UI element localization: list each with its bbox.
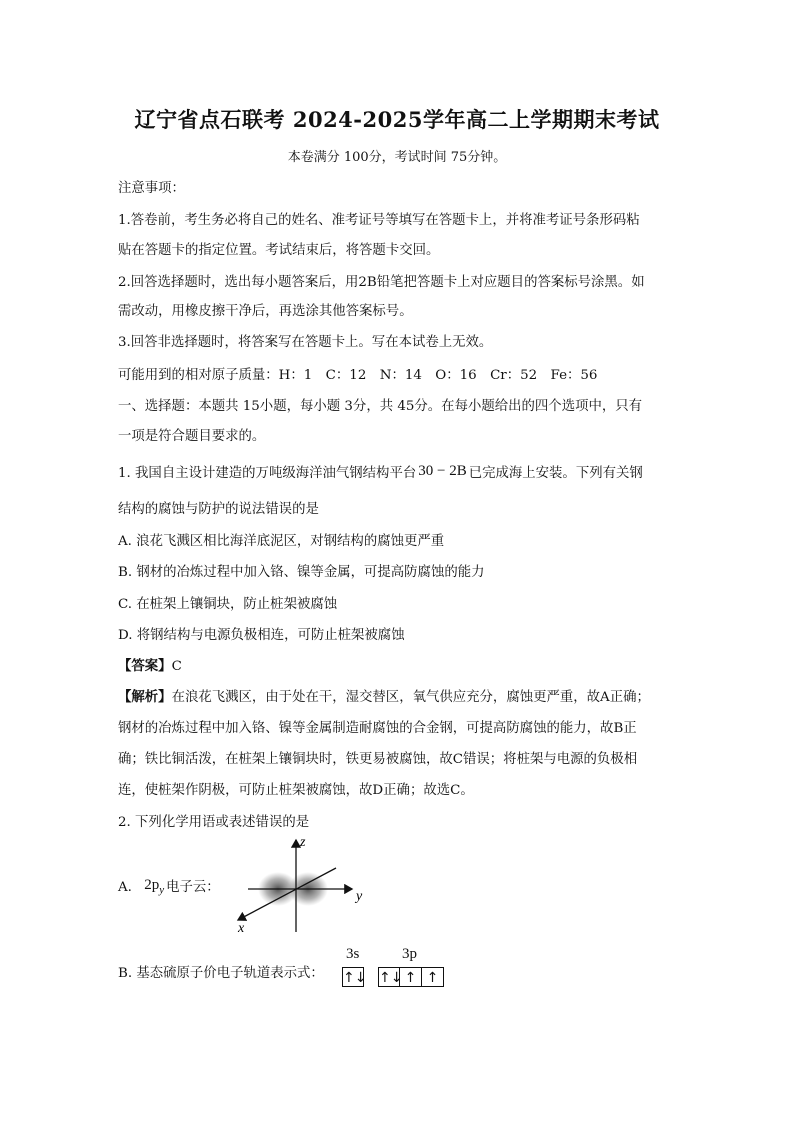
- notice-item-2-line-2: 需改动，用橡皮擦干净后，再选涂其他答案标号。: [118, 304, 413, 319]
- question-1-stem-part-1: 1. 我国自主设计建造的万吨级海洋油气钢结构平台: [118, 466, 417, 481]
- option-a-prefix: A.: [118, 880, 132, 895]
- answer-value: C: [171, 659, 182, 674]
- orbital-subscript: y: [159, 884, 165, 896]
- analysis-label: 【解析】: [118, 689, 172, 705]
- label-3s: 3s: [346, 946, 360, 962]
- question-1-answer: [118, 655, 182, 674]
- option-a-suffix: 电子云：: [166, 880, 220, 895]
- notice-heading: 注意事项：: [118, 181, 185, 196]
- question-2-option-a-label: [118, 876, 220, 896]
- question-1-analysis-line-2: 钢材的冶炼过程中加入铬、镍等金属制造耐腐蚀的合金钢，可提高防腐蚀的能力，故B正: [118, 721, 637, 736]
- page-title: 辽宁省点石联考 2024-2025学年高二上学期期末考试: [134, 107, 660, 132]
- py-electron-cloud-diagram: [228, 832, 378, 938]
- analysis-text-1: 在浪花飞溅区，由于处在干，湿交替区，氧气供应充分，腐蚀更严重，故A正确；: [171, 690, 650, 705]
- notice-item-2-line-1: 2.回答选择题时，选出每小题答案后，用2B铅笔把答题卡上对应题目的答案标号涂黑。如: [118, 275, 645, 290]
- orbital-box-3p-3: ↑: [422, 967, 444, 987]
- question-1-option-b: B. 钢材的冶炼过程中加入铬、镍等金属，可提高防腐蚀的能力: [118, 565, 485, 580]
- question-1-analysis-line-1: [118, 686, 650, 705]
- question-1-option-a: A. 浪花飞溅区相比海洋底泥区，对钢结构的腐蚀更严重: [118, 534, 445, 549]
- label-3p: 3p: [402, 946, 417, 962]
- platform-name-formula: 30 − 2B: [418, 463, 467, 479]
- question-1-option-d: D. 将钢结构与电源负极相连，可防止桩架被腐蚀: [118, 628, 405, 643]
- question-1-analysis-line-3: 确；铁比铜活泼，在桩架上镶铜块时，铁更易被腐蚀，故C错误；将桩架与电源的负极相: [118, 752, 638, 767]
- orbital-box-3p-2: ↑: [400, 967, 422, 987]
- question-1-stem-part-2: 已完成海上安装。下列有关钢: [468, 466, 643, 481]
- notice-item-3: 3.回答非选择题时，将答案写在答题卡上。写在本试卷上无效。: [118, 335, 493, 350]
- exam-info: 本卷满分 100分，考试时间 75分钟。: [287, 150, 507, 165]
- section-1-line-2: 一项是符合题目要求的。: [118, 429, 266, 444]
- orbital-name: 2p: [144, 877, 160, 893]
- question-1-option-c: C. 在桩架上镶铜块，防止桩架被腐蚀: [118, 597, 338, 612]
- question-1-analysis-line-4: 连，使桩架作阴极，可防止桩架被腐蚀，故D正确；故选C。: [118, 783, 474, 798]
- question-2-option-b: B. 基态硫原子价电子轨道表示式：: [118, 966, 324, 981]
- answer-label: 【答案】: [118, 658, 172, 674]
- z-axis-label: z: [300, 835, 306, 850]
- question-2-stem: 2. 下列化学用语或表述错误的是: [118, 815, 310, 830]
- orbital-3p-group: [378, 967, 444, 987]
- x-axis-label: x: [238, 921, 245, 936]
- y-axis-label: y: [356, 889, 363, 904]
- orbital-box-3p-1: ↑↓: [378, 967, 400, 987]
- section-1-line-1: 一、选择题：本题共 15小题，每小题 3分，共 45分。在每小题给出的四个选项中，只有: [118, 399, 643, 414]
- notice-item-1-line-2: 贴在答题卡的指定位置。考试结束后，将答题卡交回。: [118, 243, 440, 258]
- notice-item-1-line-1: 1.答卷前，考生务必将自己的姓名、准考证号等填写在答题卡上，并将准考证号条形码粘: [118, 213, 640, 228]
- orbital-box-3s: ↑↓: [342, 967, 364, 987]
- question-1-stem: [118, 462, 643, 481]
- question-1-stem-line-2: 结构的腐蚀与防护的说法错误的是: [118, 502, 319, 517]
- atomic-masses: 可能用到的相对原子质量：H：1 C：12 N：14 O：16 Cr：52 Fe：56: [118, 368, 598, 383]
- orbital-3s-group: [342, 967, 367, 987]
- orbital-formula: [142, 877, 166, 896]
